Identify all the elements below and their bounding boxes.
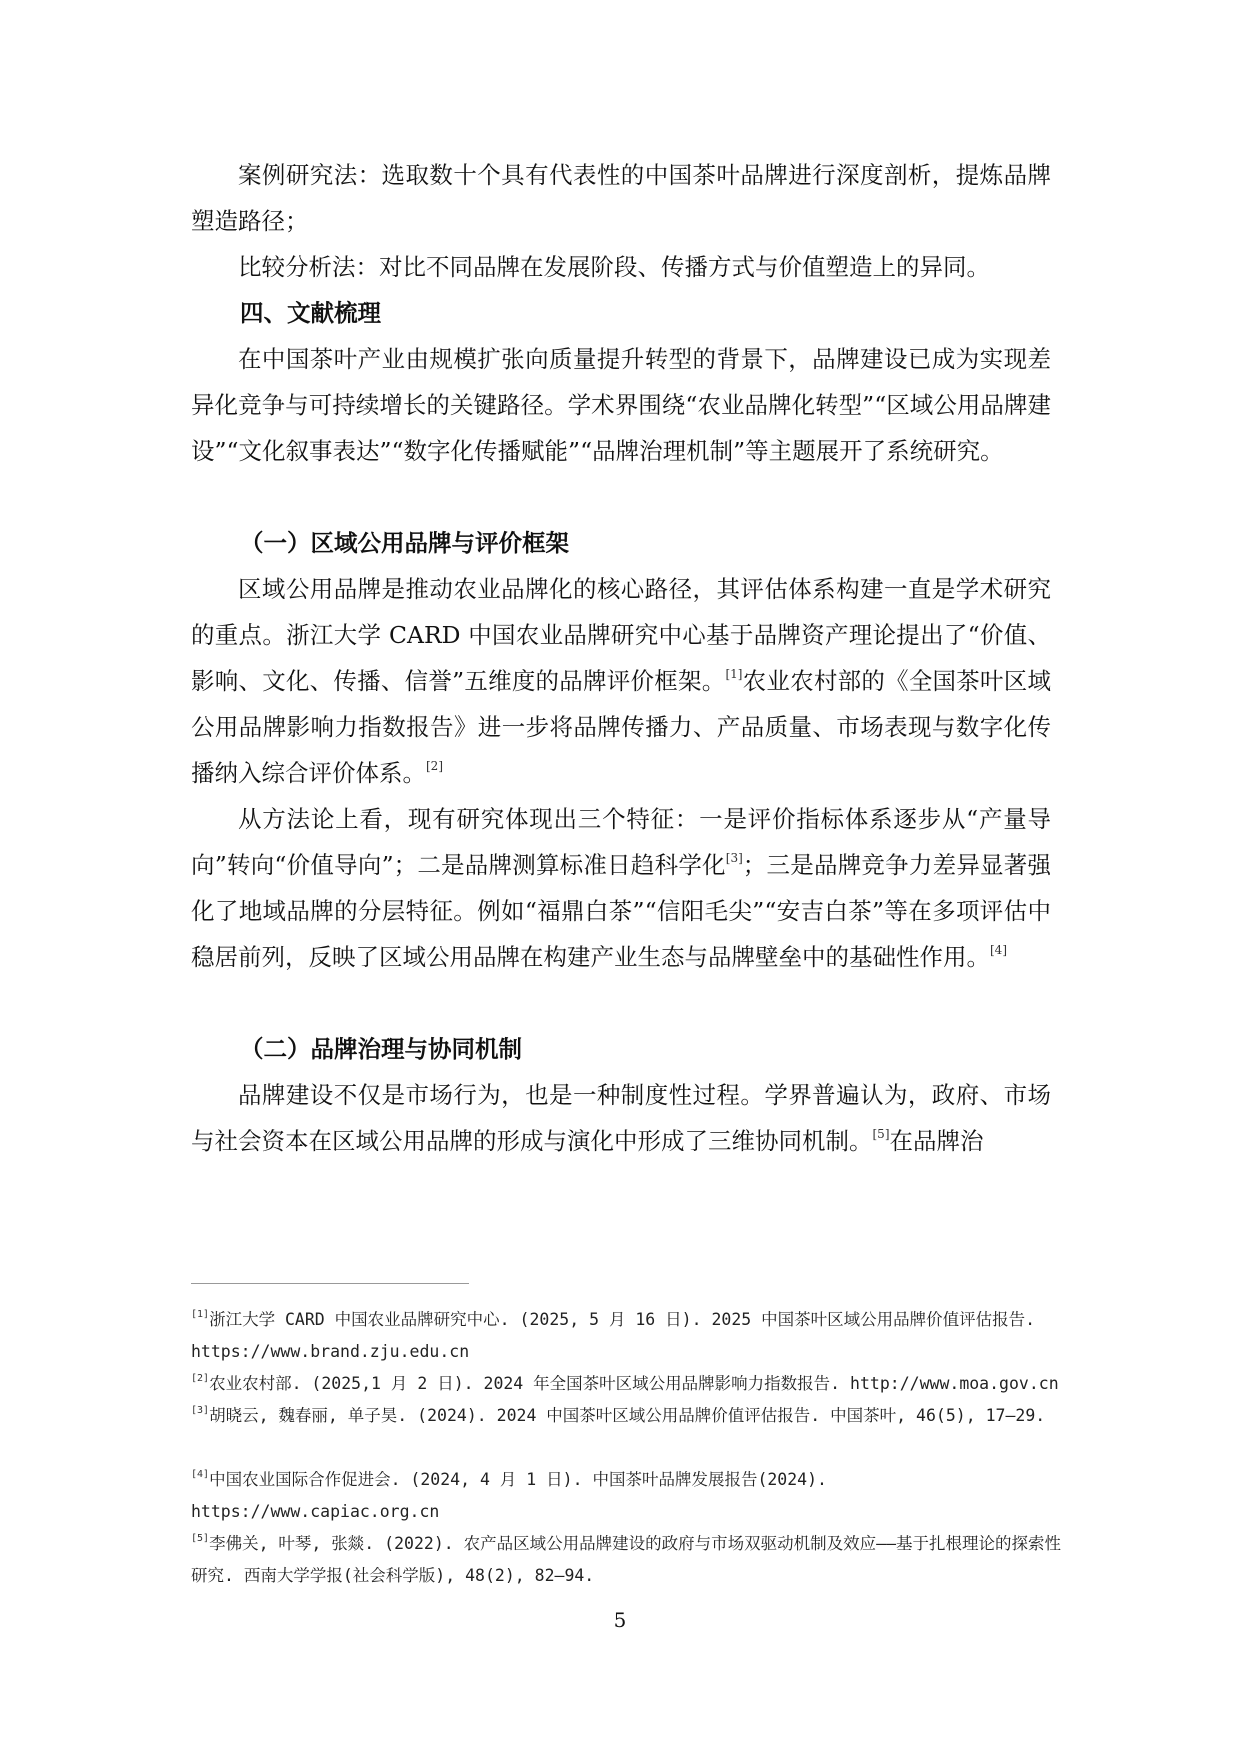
subsection-heading-regional-brand: （一）区域公用品牌与评价框架 (240, 529, 569, 557)
paragraph-text: 比较分析法：对比不同品牌在发展阶段、传播方式与价值塑造上的异同。 (238, 253, 990, 281)
footnote-1 (191, 1304, 1071, 1368)
footnote-ref-4[interactable]: [4] (990, 943, 1007, 957)
footnote-4 (191, 1464, 1071, 1528)
footnote-text: 李佛关, 叶琴, 张燚. (2022). 农产品区域公用品牌建设的政府与市场双驱动机制及效应——基于扎根理论的探索性研究. 西南大学学报(社会科学版), 48(2), 82–94. (191, 1534, 1062, 1585)
paragraph-text: 区域公用品牌是推动农业品牌化的核心路径，其评估体系构建一直是学术研究的重点。浙江大学 CARD 中国农业品牌研究中心基于品牌资产理论提出了“价值、影响、文化、传播、信誉”五维度的品牌评价框架。 (191, 575, 1051, 695)
footnote-text: 浙江大学 CARD 中国农业品牌研究中心. (2025, 5 月 16 日). 2025 中国茶叶区域公用品牌价值评估报告. https://www.brand.zju.edu.cn (191, 1310, 1036, 1361)
footnote-3 (191, 1400, 1071, 1432)
footnote-text: 中国农业国际合作促进会. (2024, 4 月 1 日). 中国茶叶品牌发展报告(2024). https://www.capiac.org.cn (191, 1470, 827, 1521)
literature-intro-paragraph (191, 336, 1051, 474)
page-number: 5 (613, 1608, 627, 1632)
governance-paragraph (191, 1072, 1051, 1164)
paragraph-text: 农业农村部的《全国茶叶区域公用品牌影响力指数报告》进一步将品牌传播力、产品质量、市场表现与数字化传播纳入综合评价体系。 (191, 667, 1052, 787)
paragraph-text: 从方法论上看，现有研究体现出三个特征：一是评价指标体系逐步从“产量导向”转向“价值导向”；二是品牌测算标准日趋科学化 (191, 805, 1051, 879)
footnote-ref-2[interactable]: [2] (426, 759, 443, 773)
comparative-method-paragraph (191, 244, 1051, 290)
footnote-marker: [3] (191, 1405, 210, 1416)
footnote-ref-3[interactable]: [3] (725, 851, 743, 865)
footnote-text: 农业农村部. (2025,1 月 2 日). 2024 年全国茶叶区域公用品牌影响力指数报告. http://www.moa.gov.cn (209, 1374, 1059, 1393)
footnote-text: 胡晓云, 魏春丽, 单子昊. (2024). 2024 中国茶叶区域公用品牌价值评估报告. 中国茶叶, 46(5), 17–29. (209, 1406, 1046, 1425)
regional-brand-paragraph (191, 566, 1051, 796)
section-heading-literature-review: 四、文献梳理 (240, 299, 381, 327)
footnote-marker: [4] (191, 1469, 210, 1480)
case-study-method-paragraph (191, 152, 1051, 244)
footnote-marker: [2] (191, 1373, 210, 1384)
footnote-marker: [5] (191, 1533, 210, 1544)
footnote-marker: [1] (191, 1309, 210, 1320)
paragraph-text: 品牌建设不仅是市场行为，也是一种制度性过程。学界普遍认为，政府、市场与社会资本在区域公用品牌的形成与演化中形成了三维协同机制。 (191, 1081, 1051, 1155)
footnote-separator (191, 1283, 469, 1284)
paragraph-text: 在中国茶叶产业由规模扩张向质量提升转型的背景下，品牌建设已成为实现差异化竞争与可持续增长的关键路径。学术界围绕“农业品牌化转型”“区域公用品牌建设”“文化叙事表达”“数字化传播赋能”“品牌治理机制”等主题展开了系统研究。 (191, 345, 1051, 465)
subsection-heading-governance: （二）品牌治理与协同机制 (240, 1035, 522, 1063)
methodology-paragraph (191, 796, 1051, 980)
footnote-ref-1[interactable]: [1] (725, 667, 743, 681)
paragraph-text: 案例研究法：选取数十个具有代表性的中国茶叶品牌进行深度剖析，提炼品牌塑造路径； (191, 161, 1051, 235)
footnote-2 (191, 1368, 1071, 1400)
paragraph-text: 在品牌治 (889, 1127, 984, 1155)
footnote-ref-5[interactable]: [5] (872, 1127, 890, 1141)
footnote-5 (191, 1528, 1071, 1592)
paragraph-text: ；三是品牌竞争力差异显著强化了地域品牌的分层特征。例如“福鼎白茶”“信阳毛尖”“安吉白茶”等在多项评估中稳居前列，反映了区域公用品牌在构建产业生态与品牌壁垒中的基础性作用。 (191, 851, 1052, 971)
